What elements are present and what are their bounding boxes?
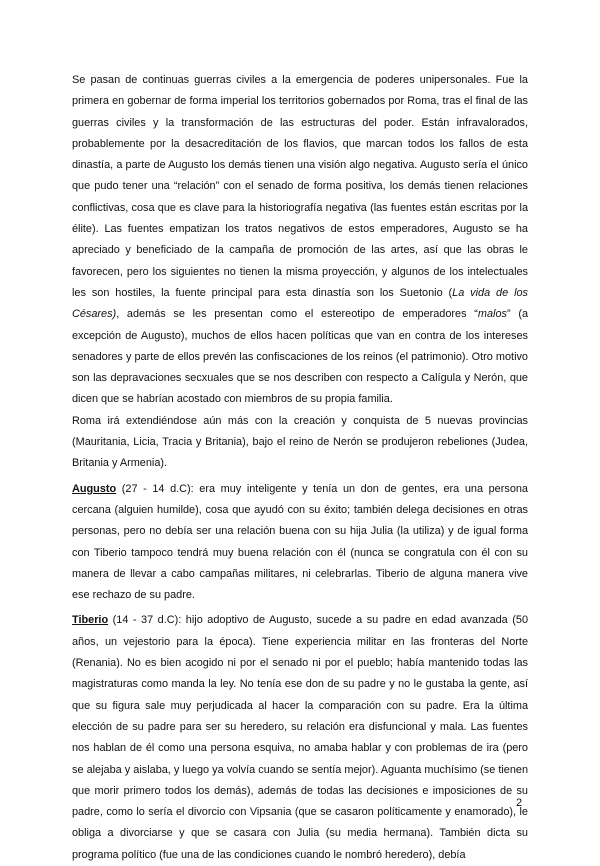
text-run: (14 - 37 d.C): hijo adoptivo de Augusto, sucede a su padre en edad avanzada (50 años, un vejestorio para la época). Tiene experiencia militar en las fronteras del Norte (Renania). No es bien acogido ni por el senado ni por el pueblo; había mantenido todas las magistraturas como manda la ley. No tenía ese don de su padre y no le gustaba la gente, así que su figura sale muy perjudicada al hacer la comparación con su padre. Era la última elección de su padre para ser su heredero, su relación era disfuncional y mala. Las fuentes nos hablan de él como una persona esquiva, no amaba hablar y con problemas de ira (pero se alejaba y aislaba, y luego ya volvía cuando se sentía mejor). Aguanta muchísimo (se tienen que morir primero todos los demás), además de todas las decisiones e imposiciones de su padre, como lo sería el divorcio con Vipsania (que se casaron políticamente y enamorado), le obliga a divorciarse y que se casara con Julia (su media hermana). También dicta su programa político (fue una de las condiciones cuando le nombró heredero), debía	[72, 614, 528, 861]
text-run: Roma irá extendiéndose aún más con la creación y conquista de 5 nuevas provincias (Mauritania, Licia, Tracia y Britania), bajo el reino de Nerón se produjeron rebeliones (Judea, Britania y Armenia).	[72, 414, 528, 470]
heading-tiberio: Tiberio	[72, 614, 109, 627]
body-text	[72, 70, 528, 866]
text-run: ” (a excepción de Augusto), muchos de ellos hacen políticas que van en contra de los intereses senadores y parte de ellos prevén las confiscaciones de los reinos (el patrimonio). Otro motivo son las depravaciones secxuales que se nos describen con respecto a Calígula y Nerón, que dicen que se habrían acostado con miembros de su propia familia.	[72, 308, 528, 406]
text-run: (27 - 14 d.C): era muy inteligente y tenía un don de gentes, era una persona cercana (alguien humilde), cosa que ayudó con su éxito; también delega decisiones en otras personas, pero no debía ser una relación buena con su hija Julia (la utiliza) y de igual forma con Tiberio tampoco tendrá muy buena relación con él (nunca se congratula con él con su manera de llevar a cabo campañas militares, ni celebrarlas. Tiberio de alguna manera vive ese rechazo de su padre.	[72, 482, 528, 602]
paragraph-augusto	[72, 479, 528, 607]
heading-augusto: Augusto	[72, 482, 117, 495]
italic-word: malos	[477, 308, 507, 321]
paragraph-provinces	[72, 411, 528, 475]
page-number: 2	[516, 797, 523, 809]
paragraph-tiberio	[72, 610, 528, 866]
paragraph-intro	[72, 70, 528, 411]
text-run: , además se les presentan como el estereotipo de emperadores “	[116, 308, 478, 321]
book-title-italic: La vida de los Césares)	[72, 286, 528, 321]
text-run: Se pasan de continuas guerras civiles a la emergencia de poderes unipersonales. Fue la primera en gobernar de forma imperial los territorios gobernados por Roma, tras el final de las guerras civiles y la transformación de las estructuras del poder. Están infravalorados, probablemente por la desacreditación de los flavios, que marcan todos los fallos de esta dinastía, a parte de Augusto los demás tienen una visión algo negativa. Augusto sería el único que pudo tener una “relación” con el senado de forma positiva, los demás tienen relaciones conflictivas, cosa que es clave para la historiografía negativa (las fuentes están escritas por la élite). Las fuentes empatizan los tratos negativos de estos emperadores, Augusto se ha apreciado y beneficiado de la campaña de promoción de las artes, así que las obras le favorecen, pero los siguientes no tienen la misma proyección, y algunos de los intelectuales les son hostiles, la fuente principal para esta dinastía son los Suetonio (	[72, 74, 528, 299]
